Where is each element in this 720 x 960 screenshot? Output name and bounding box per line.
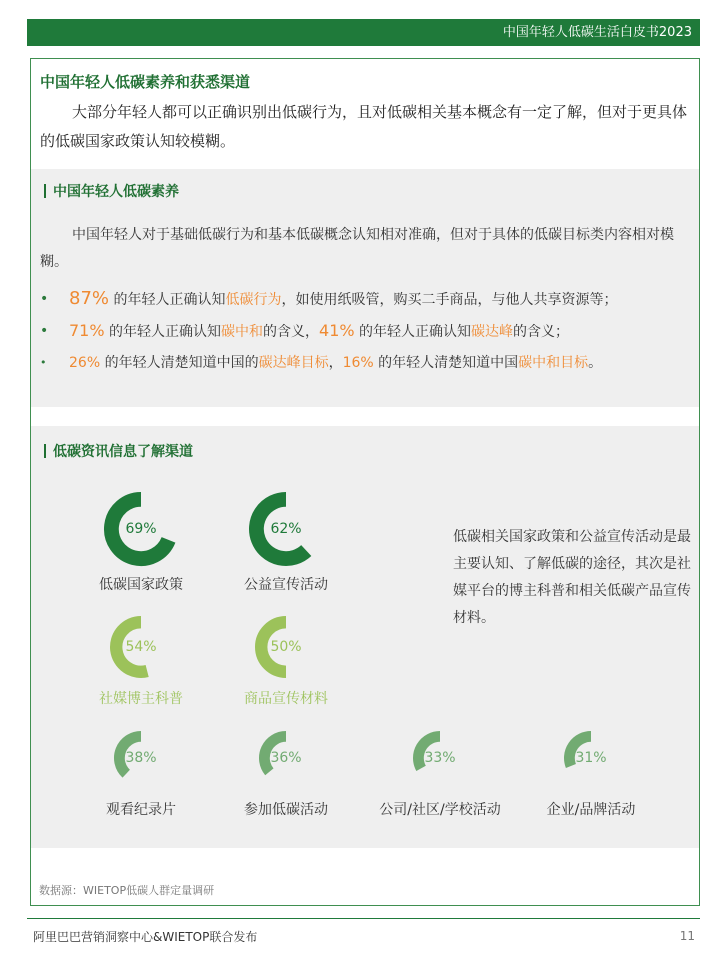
stat-text: ，如使用纸吸管，购买二手商品，与他人共享资源等；: [281, 292, 618, 308]
stat-text: 的年轻人正确认知: [354, 324, 472, 340]
bullet-icon: •: [40, 356, 47, 369]
donut-category-label: 商品宣传材料: [244, 691, 328, 707]
donut-category-label: 公益宣传活动: [244, 577, 328, 593]
stat-text: 的年轻人清楚知道中国的: [100, 355, 259, 371]
stat-highlight: 低碳行为: [225, 292, 282, 308]
page-number: 11: [679, 929, 695, 943]
footer-publisher: 阿里巴巴营销洞察中心&WIETOP联合发布: [33, 930, 258, 944]
stat-text: 的含义；: [513, 324, 570, 340]
donut-percent-label: 69%: [125, 521, 157, 537]
literacy-description: 中国年轻人对于基础低碳行为和基本低碳概念认知相对准确，但对于具体的低碳目标类内容相对模糊。: [40, 227, 674, 270]
stat-text: 。: [588, 355, 603, 371]
header-bar: [27, 19, 700, 46]
intro-text: 大部分年轻人都可以正确识别出低碳行为，且对低碳相关基本概念有一定了解，但对于更具体的低碳国家政策认知较模糊。: [40, 103, 688, 150]
channels-summary-note: 低碳相关国家政策和公益宣传活动是最主要认知、了解低碳的途径，其次是社媒平台的博主科普和相关低碳产品宣传材料。: [453, 529, 691, 626]
channel-donut: [546, 731, 636, 818]
donut-percent-label: 31%: [575, 750, 607, 766]
donut-percent-label: 38%: [125, 750, 157, 766]
title-accent-bar: [44, 444, 46, 458]
stat-item-concepts: [40, 315, 700, 347]
stat-percent: 87%: [69, 288, 110, 309]
bullet-icon: •: [40, 291, 49, 307]
stat-item-behavior: [40, 283, 700, 315]
stat-highlight: 碳中和目标: [518, 355, 589, 371]
stat-percent: 26%: [69, 355, 101, 371]
channel-donut: [99, 492, 183, 593]
stat-percent: 41%: [319, 321, 355, 340]
donut-category-label: 公司/社区/学校活动: [379, 802, 501, 818]
donut-category-label: 参加低碳活动: [244, 802, 328, 818]
donut-percent-label: 36%: [270, 750, 302, 766]
stat-text: 的含义，: [263, 324, 320, 340]
title-accent-bar: [44, 184, 46, 198]
literacy-stat-list: [40, 283, 700, 379]
donut-percent-label: 50%: [270, 639, 302, 655]
bullet-icon: •: [40, 323, 49, 339]
literacy-section-title: 中国年轻人低碳素养: [44, 181, 179, 201]
stat-text: 的年轻人清楚知道中国: [373, 355, 519, 371]
channel-donut: [106, 731, 176, 818]
stat-highlight: 碳达峰目标: [258, 355, 329, 371]
channels-section-title: 低碳资讯信息了解渠道: [44, 441, 193, 461]
stat-highlight: 碳达峰: [471, 324, 514, 340]
donut-category-label: 观看纪录片: [106, 802, 176, 818]
data-source-note: 数据源：WIETOP低碳人群定量调研: [39, 884, 215, 897]
footer-divider: [27, 918, 700, 919]
stat-text: 的年轻人正确认知: [104, 324, 222, 340]
donut-category-label: 企业/品牌活动: [546, 802, 636, 818]
channel-donut: [99, 616, 183, 707]
document-title: 中国年轻人低碳生活白皮书2023: [502, 25, 692, 40]
donut-percent-label: 62%: [270, 521, 302, 537]
stat-highlight: 碳中和: [221, 324, 264, 340]
channel-donut: [244, 492, 328, 593]
donut-category-label: 低碳国家政策: [99, 577, 183, 593]
channel-donut: [379, 731, 501, 818]
stat-text: ，: [328, 355, 343, 371]
donut-percent-label: 54%: [125, 639, 157, 655]
channel-donut: [244, 731, 328, 818]
stat-percent: 71%: [69, 321, 105, 340]
donut-percent-label: 33%: [424, 750, 456, 766]
stat-text: 的年轻人正确认知: [109, 292, 226, 308]
stat-percent: 16%: [342, 355, 374, 371]
donut-category-label: 社媒博主科普: [99, 691, 183, 707]
intro-title: 中国年轻人低碳素养和获悉渠道: [40, 73, 251, 91]
stat-item-targets: [40, 347, 700, 379]
channel-donut: [244, 616, 328, 707]
